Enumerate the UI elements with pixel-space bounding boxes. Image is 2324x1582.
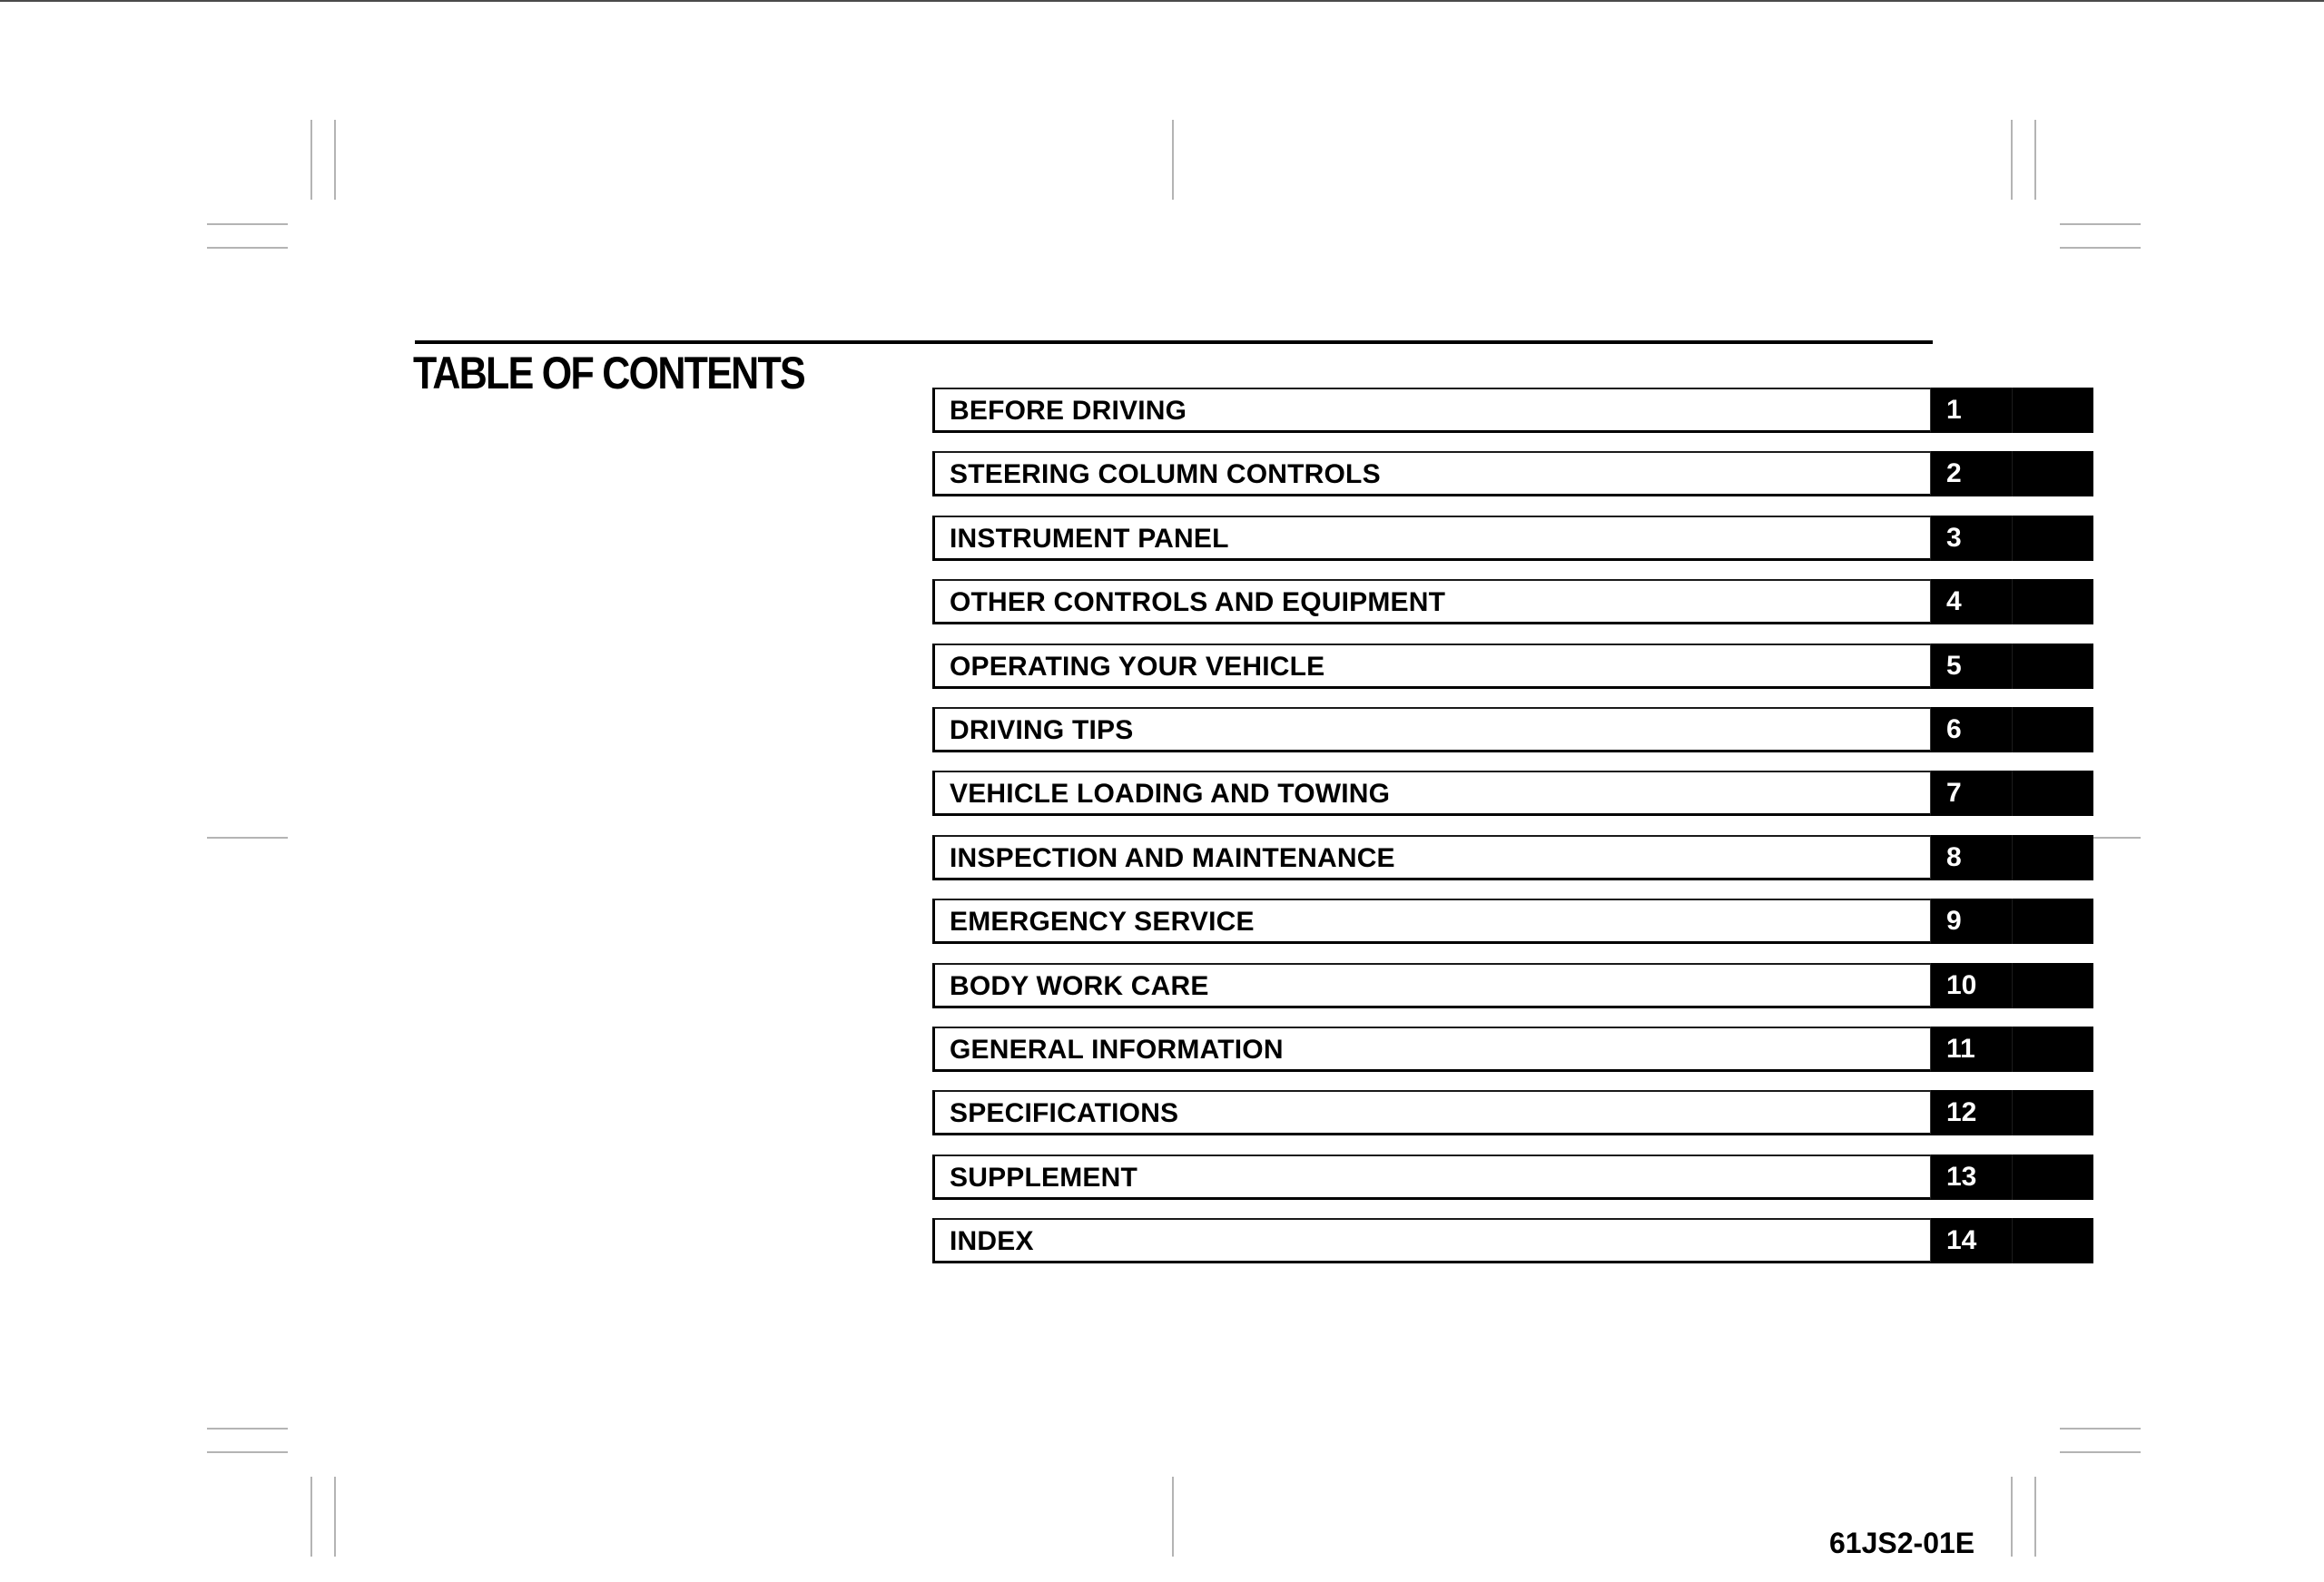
title-rule	[415, 340, 1933, 344]
toc-section-tab	[1931, 707, 2093, 752]
crop-mark-top-right-v2	[2034, 120, 2036, 200]
page-title: TABLE OF CONTENTS	[413, 348, 804, 398]
toc-section-number: 14	[1946, 1225, 1977, 1256]
toc-section-number: 6	[1946, 713, 1962, 744]
tab-seam	[2012, 388, 2013, 433]
toc-section-tab	[1931, 771, 2093, 816]
toc-label: INDEX	[950, 1226, 1034, 1257]
toc-item-index[interactable]	[932, 1218, 2093, 1263]
tab-seam	[2012, 579, 2013, 624]
toc-item-before-driving[interactable]	[932, 388, 2093, 433]
toc-label: INSTRUMENT PANEL	[950, 523, 1229, 554]
toc-label: OPERATING YOUR VEHICLE	[950, 651, 1325, 682]
toc-label-box	[932, 1027, 1931, 1072]
toc-section-number: 12	[1946, 1097, 1977, 1128]
toc-item-supplement[interactable]	[932, 1155, 2093, 1200]
crop-mark-bottom-left-h2	[207, 1451, 288, 1453]
toc-item-operating-your-vehicle[interactable]	[932, 644, 2093, 689]
tab-seam	[2012, 963, 2013, 1008]
tab-seam	[2012, 644, 2013, 689]
crop-mark-top-left-v1	[310, 120, 312, 200]
tab-seam	[2012, 1218, 2013, 1263]
toc-label: GENERAL INFORMATION	[950, 1034, 1284, 1065]
toc-section-number: 1	[1946, 395, 1962, 425]
toc-section-tab	[1931, 1155, 2093, 1200]
crop-mark-top-left-h1	[207, 223, 288, 225]
toc-section-number: 2	[1946, 458, 1962, 489]
toc-list	[932, 388, 2093, 1282]
crop-mark-top-left-v2	[334, 120, 336, 200]
tab-seam	[2012, 1090, 2013, 1135]
toc-label: DRIVING TIPS	[950, 714, 1134, 745]
toc-section-number: 3	[1946, 522, 1962, 553]
toc-section-tab	[1931, 579, 2093, 624]
tab-seam	[2012, 1027, 2013, 1072]
toc-item-emergency-service[interactable]	[932, 899, 2093, 944]
crop-mark-bottom-left-h1	[207, 1428, 288, 1430]
toc-section-tab	[1931, 388, 2093, 433]
toc-section-number: 5	[1946, 650, 1962, 681]
crop-mark-top-center	[1172, 120, 1174, 200]
toc-label: VEHICLE LOADING AND TOWING	[950, 779, 1391, 810]
toc-section-number: 10	[1946, 969, 1977, 1000]
crop-mark-top-right-h1	[2060, 223, 2141, 225]
toc-label-box	[932, 899, 1931, 944]
toc-label-box	[932, 1090, 1931, 1135]
toc-section-tab	[1931, 963, 2093, 1008]
toc-label-box	[932, 1218, 1931, 1263]
toc-label-box	[932, 771, 1931, 816]
toc-label-box	[932, 388, 1931, 433]
tab-seam	[2012, 1155, 2013, 1200]
toc-label-box	[932, 835, 1931, 880]
toc-section-number: 11	[1946, 1033, 1975, 1064]
crop-mark-top-right-h2	[2060, 247, 2141, 249]
toc-label: SUPPLEMENT	[950, 1162, 1138, 1193]
toc-label: STEERING COLUMN CONTROLS	[950, 459, 1381, 490]
toc-item-specifications[interactable]	[932, 1090, 2093, 1135]
toc-section-number: 4	[1946, 586, 1962, 617]
toc-item-other-controls-and-equipment[interactable]	[932, 579, 2093, 624]
toc-section-tab	[1931, 516, 2093, 561]
crop-mark-top-right-v1	[2011, 120, 2013, 200]
tab-seam	[2012, 451, 2013, 496]
toc-label: INSPECTION AND MAINTENANCE	[950, 842, 1395, 873]
tab-seam	[2012, 516, 2013, 561]
toc-label-box	[932, 451, 1931, 496]
page-top-edge	[0, 0, 2324, 2]
tab-seam	[2012, 835, 2013, 880]
crop-mark-middle-left	[207, 837, 288, 839]
toc-section-number: 13	[1946, 1161, 1977, 1192]
toc-label-box	[932, 644, 1931, 689]
toc-section-number: 8	[1946, 841, 1962, 872]
toc-item-vehicle-loading-and-towing[interactable]	[932, 771, 2093, 816]
document-code: 61JS2-01E	[1829, 1527, 1975, 1559]
toc-section-tab	[1931, 451, 2093, 496]
toc-label: BODY WORK CARE	[950, 970, 1209, 1001]
toc-section-tab	[1931, 835, 2093, 880]
toc-item-steering-column-controls[interactable]	[932, 451, 2093, 496]
crop-mark-bottom-left-v1	[310, 1477, 312, 1557]
toc-section-number: 9	[1946, 906, 1962, 937]
crop-mark-bottom-center	[1172, 1477, 1174, 1557]
tab-seam	[2012, 899, 2013, 944]
crop-mark-bottom-right-h1	[2060, 1428, 2141, 1430]
toc-section-tab	[1931, 899, 2093, 944]
crop-mark-top-left-h2	[207, 247, 288, 249]
crop-mark-bottom-right-v2	[2034, 1477, 2036, 1557]
toc-item-body-work-care[interactable]	[932, 963, 2093, 1008]
toc-section-tab	[1931, 1027, 2093, 1072]
toc-item-general-information[interactable]	[932, 1027, 2093, 1072]
toc-label: SPECIFICATIONS	[950, 1098, 1179, 1129]
toc-label-box	[932, 579, 1931, 624]
toc-label: EMERGENCY SERVICE	[950, 907, 1255, 938]
toc-section-tab	[1931, 644, 2093, 689]
tab-seam	[2012, 771, 2013, 816]
toc-label-box	[932, 707, 1931, 752]
toc-label: OTHER CONTROLS AND EQUIPMENT	[950, 587, 1446, 618]
toc-label-box	[932, 963, 1931, 1008]
toc-item-inspection-and-maintenance[interactable]	[932, 835, 2093, 880]
crop-mark-bottom-left-v2	[334, 1477, 336, 1557]
tab-seam	[2012, 707, 2013, 752]
toc-label-box	[932, 516, 1931, 561]
toc-item-driving-tips[interactable]	[932, 707, 2093, 752]
crop-mark-bottom-right-h2	[2060, 1451, 2141, 1453]
crop-mark-bottom-right-v1	[2011, 1477, 2013, 1557]
toc-label-box	[932, 1155, 1931, 1200]
toc-label: BEFORE DRIVING	[950, 396, 1187, 426]
toc-section-tab	[1931, 1218, 2093, 1263]
toc-section-number: 7	[1946, 778, 1962, 809]
toc-item-instrument-panel[interactable]	[932, 516, 2093, 561]
toc-section-tab	[1931, 1090, 2093, 1135]
